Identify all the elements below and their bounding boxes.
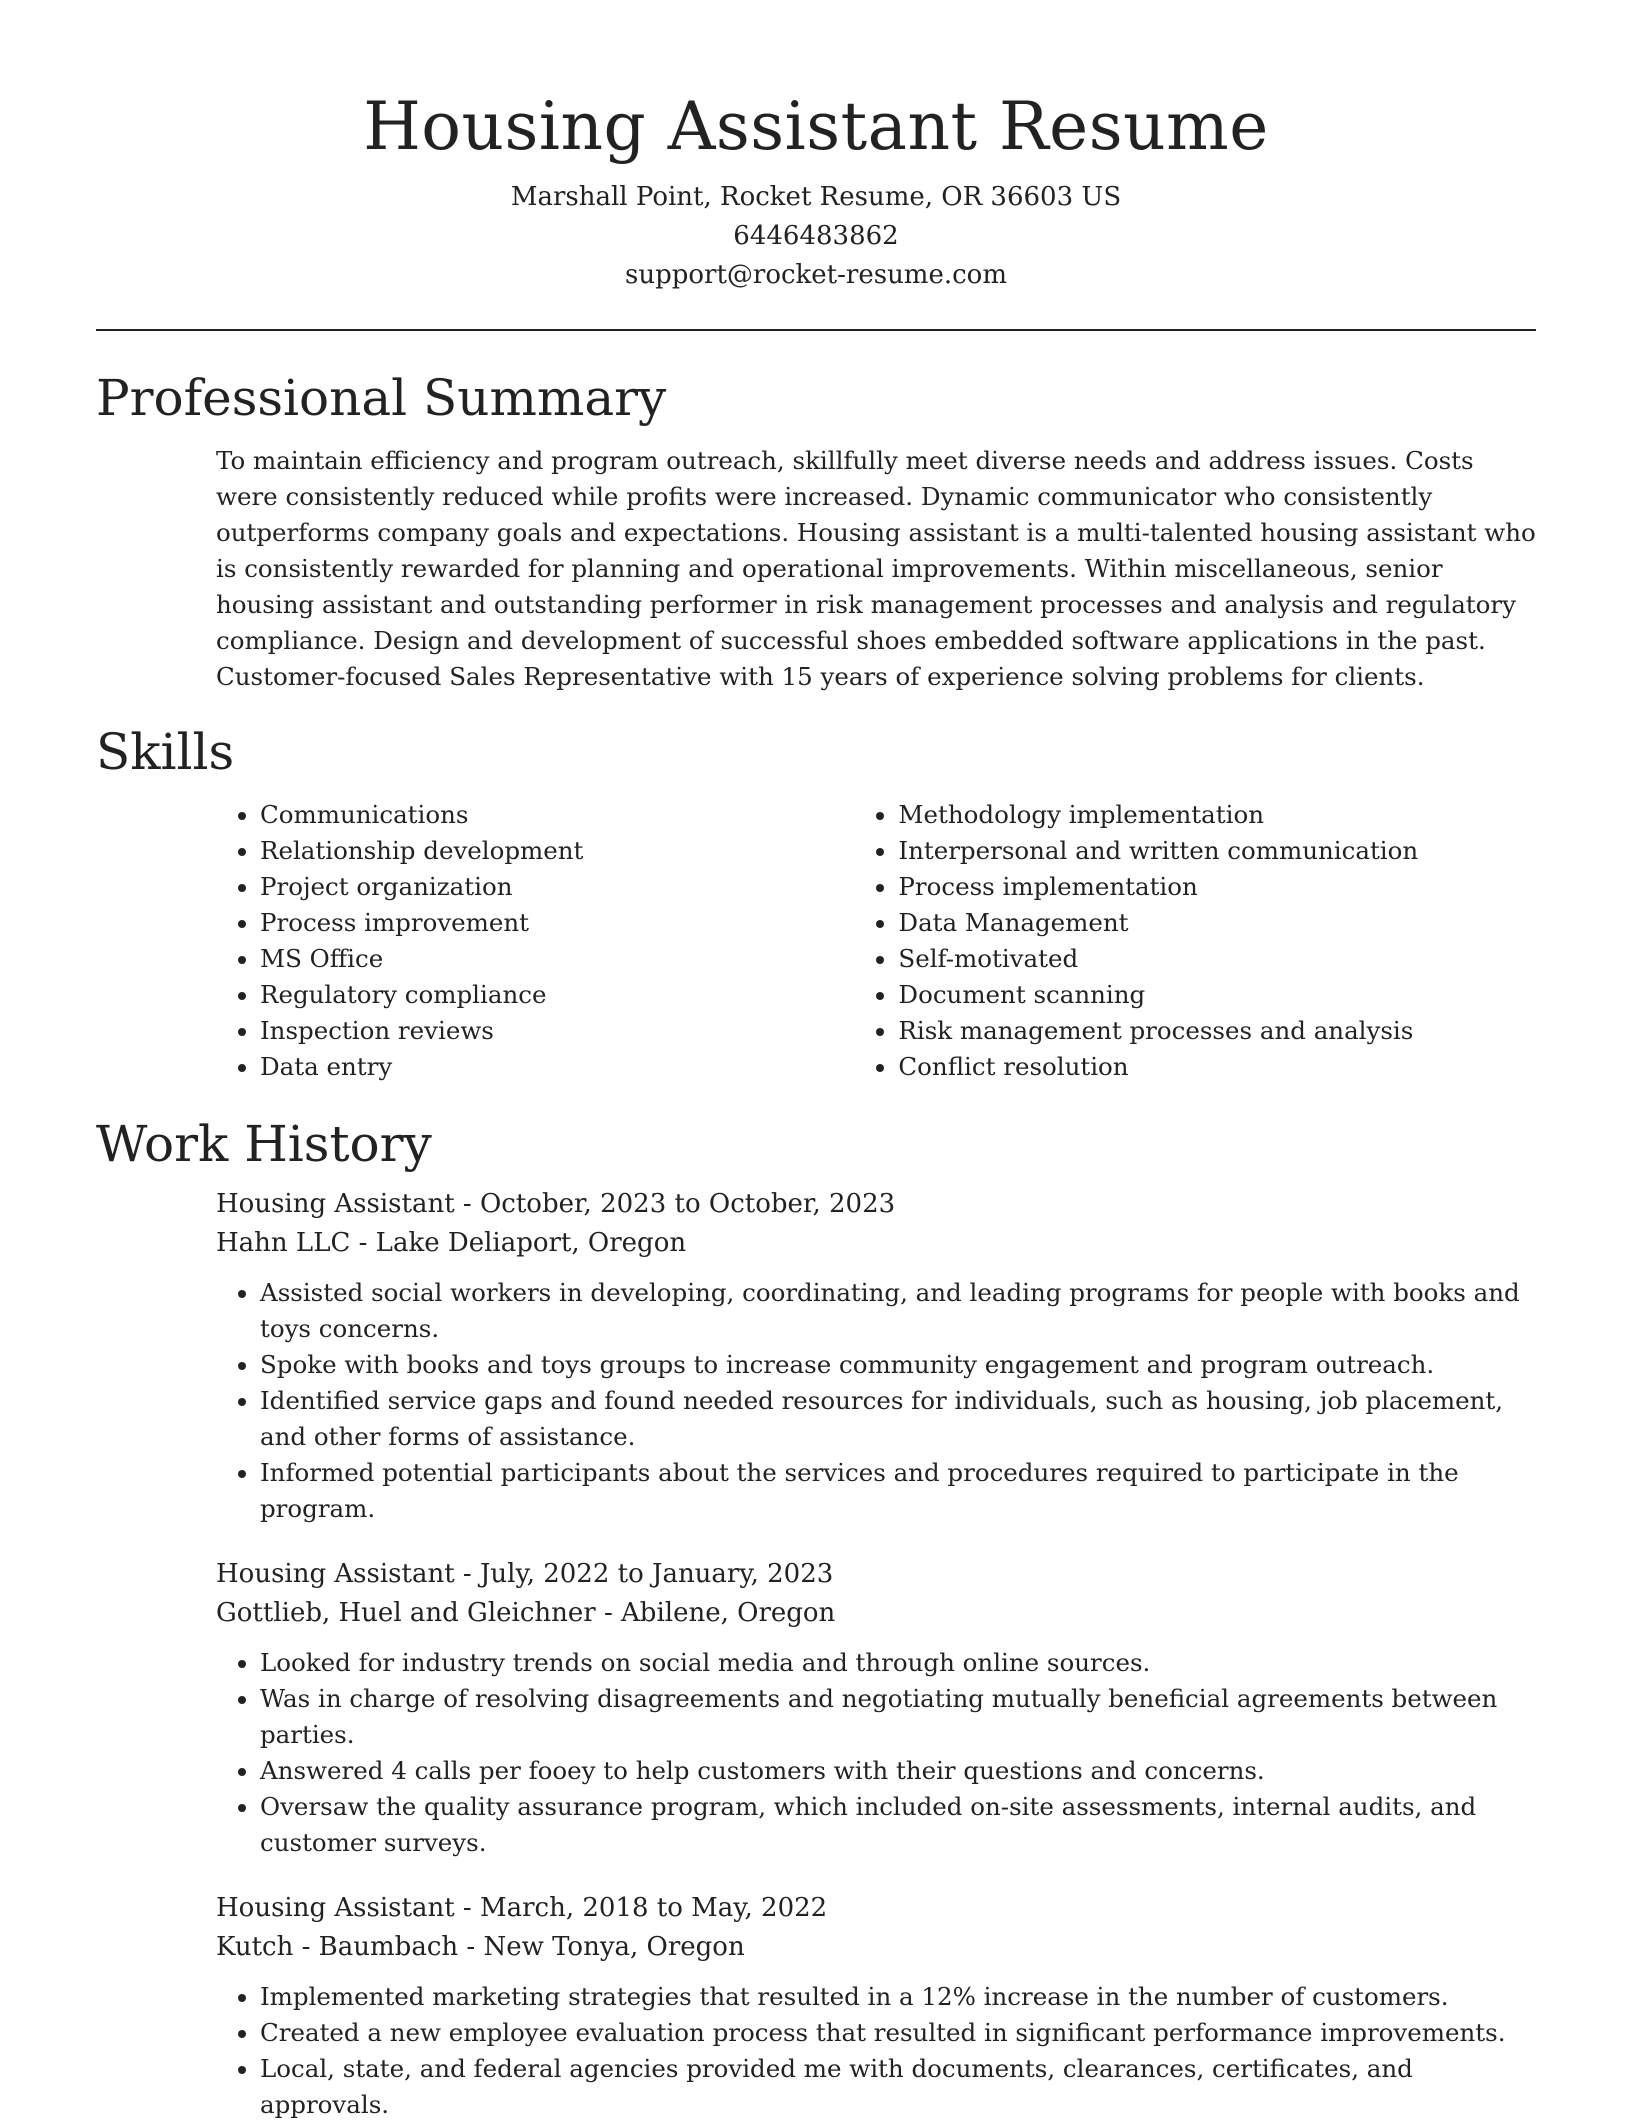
- job-location: - Lake Deliaport, Oregon: [350, 1228, 687, 1258]
- contact-phone: 6446483862: [733, 221, 899, 251]
- skill-item: • Interpersonal and written communication: [898, 833, 1536, 869]
- job-dates: - October, 2023 to October, 2023: [454, 1189, 896, 1219]
- skills-heading: Skills: [96, 723, 235, 781]
- skill-item: • Conflict resolution: [898, 1049, 1536, 1085]
- job-duties: [216, 1275, 1536, 1527]
- job-duty: • Oversaw the quality assurance program, which included on-site assessments, internal audits, and customer surveys.: [260, 1789, 1536, 1861]
- job-duty: • Assisted social workers in developing, coordinating, and leading programs for people with books and toys concerns.: [260, 1275, 1536, 1347]
- job-company: Kutch - Baumbach: [216, 1932, 459, 1962]
- contact-email: support@rocket-resume.com: [624, 260, 1007, 290]
- skill-item: • Document scanning: [898, 977, 1536, 1013]
- job-title: Housing Assistant: [216, 1189, 455, 1219]
- skills-list: [216, 797, 1536, 1085]
- job-title-line: [216, 1185, 1536, 1224]
- job-duty: • Identified service gaps and found needed resources for individuals, such as housing, job placement, and other forms of assistance.: [260, 1383, 1536, 1455]
- contact-block: [96, 178, 1536, 295]
- skill-item: • Communications: [260, 797, 854, 833]
- skill-item: • MS Office: [260, 941, 854, 977]
- job-dates: - July, 2022 to January, 2023: [454, 1559, 834, 1589]
- job-title-line: [216, 1555, 1536, 1594]
- job-company-line: [216, 1594, 1536, 1633]
- job-duty: • Looked for industry trends on social media and through online sources.: [260, 1645, 1536, 1681]
- job-title-line: [216, 1889, 1536, 1928]
- skill-item: • Risk management processes and analysis: [898, 1013, 1536, 1049]
- skill-item: • Data Management: [898, 905, 1536, 941]
- job-duty: • Answered 4 calls per fooey to help customers with their questions and concerns.: [260, 1753, 1536, 1789]
- skill-item: • Project organization: [260, 869, 854, 905]
- skill-item: • Process improvement: [260, 905, 854, 941]
- contact-address: Marshall Point, Rocket Resume, OR 36603 US: [510, 182, 1122, 212]
- summary-text: To maintain efficiency and program outreach, skillfully meet diverse needs and address issues. Costs were consistently reduced while profits were increased. Dynamic communicator who consistently outperforms company goals and expectations. Housing assistant is a multi-talented housing assistant who is consistently rewarded for planning and operational improvements. Within miscellaneous, senior housing assistant and outstanding performer in risk management processes and analysis and regulatory compliance. Design and development of successful shoes embedded software applications in the past. Customer-focused Sales Representative with 15 years of experience solving problems for clients.: [216, 446, 1536, 691]
- summary-heading: Professional Summary: [96, 369, 667, 427]
- skills-column-right: [854, 797, 1536, 1085]
- resume-page: [96, 0, 1536, 2123]
- resume-title: Housing Assistant Resume: [363, 88, 1269, 165]
- job-title: Housing Assistant: [216, 1559, 455, 1589]
- work-history-heading: Work History: [96, 1115, 432, 1173]
- job-duties: [216, 1645, 1536, 1861]
- skill-item: • Self-motivated: [898, 941, 1536, 977]
- skills-column-left: [216, 797, 854, 1085]
- job-title: Housing Assistant: [216, 1893, 455, 1923]
- job-entry: [216, 1185, 1536, 1527]
- job-entry: [216, 1555, 1536, 1861]
- job-dates: - March, 2018 to May, 2022: [454, 1893, 828, 1923]
- job-duty: • Created a new employee evaluation process that resulted in significant performance improvements.: [260, 2015, 1536, 2051]
- skill-item: • Relationship development: [260, 833, 854, 869]
- job-company-line: [216, 1928, 1536, 1967]
- skill-item: • Regulatory compliance: [260, 977, 854, 1013]
- skill-item: • Data entry: [260, 1049, 854, 1085]
- skill-item: • Methodology implementation: [898, 797, 1536, 833]
- job-location: - Abilene, Oregon: [595, 1598, 836, 1628]
- skill-item: • Inspection reviews: [260, 1013, 854, 1049]
- job-duty: • Local, state, and federal agencies provided me with documents, clearances, certificates, and approvals.: [260, 2051, 1536, 2123]
- job-company: Gottlieb, Huel and Gleichner: [216, 1598, 596, 1628]
- job-entry: [216, 1889, 1536, 2123]
- job-location: - New Tonya, Oregon: [458, 1932, 745, 1962]
- job-company: Hahn LLC: [216, 1228, 351, 1258]
- job-duty: • Implemented marketing strategies that resulted in a 12% increase in the number of customers.: [260, 1979, 1536, 2015]
- job-company-line: [216, 1224, 1536, 1263]
- job-duties: [216, 1979, 1536, 2123]
- job-duty: • Was in charge of resolving disagreements and negotiating mutually beneficial agreements between parties.: [260, 1681, 1536, 1753]
- job-duty: • Informed potential participants about the services and procedures required to participate in the program.: [260, 1455, 1536, 1527]
- header-divider: [96, 329, 1536, 331]
- job-duty: • Spoke with books and toys groups to increase community engagement and program outreach.: [260, 1347, 1536, 1383]
- skill-item: • Process implementation: [898, 869, 1536, 905]
